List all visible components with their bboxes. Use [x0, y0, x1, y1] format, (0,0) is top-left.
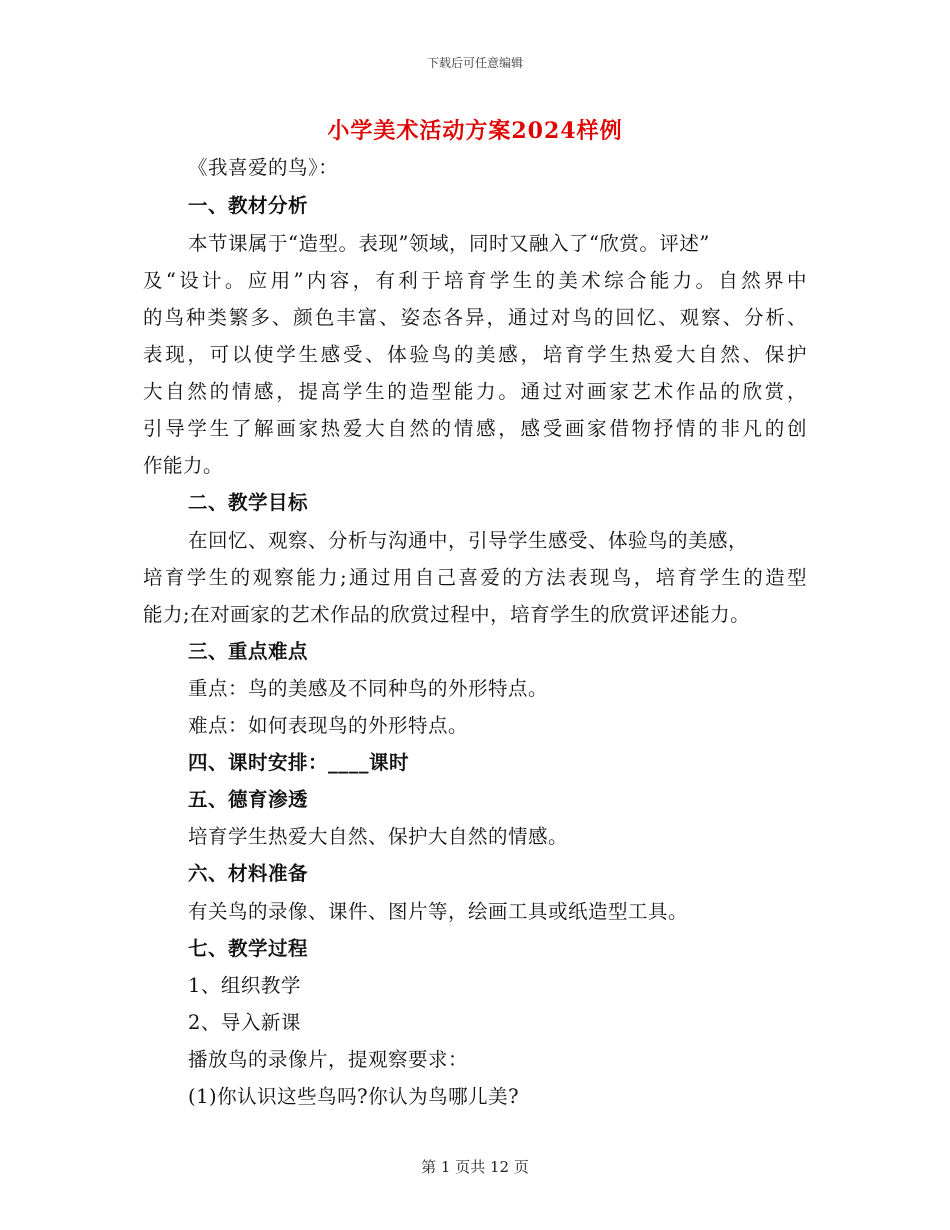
paragraph-line: 有关鸟的录像、课件、图片等，绘画工具或纸造型工具。 — [188, 900, 689, 923]
question-item: (1)你认识这些鸟吗?你认为鸟哪儿美? — [188, 1085, 520, 1108]
paragraph-line: 本节课属于“造型。表现”领域，同时又融入了“欣赏。评述” — [188, 232, 710, 255]
section-heading-4: 四、课时安排：____课时 — [188, 751, 410, 774]
paragraph-line: 及“设计。应用”内容，有利于培育学生的美术综合能力。自然界中 — [143, 269, 807, 292]
paragraph-line: 的鸟种类繁多、颜色丰富、姿态各异，通过对鸟的回忆、观察、分析、 — [143, 306, 807, 329]
paragraph-line: 表现，可以使学生感受、体验鸟的美感，培育学生热爱大自然、保护 — [143, 343, 807, 366]
paragraph-line: 培育学生的观察能力;通过用自己喜爱的方法表现鸟，培育学生的造型 — [143, 566, 807, 589]
document-title: 小学美术活动方案2024样例 — [327, 118, 623, 144]
page-header-note: 下载后可任意编辑 — [426, 56, 523, 70]
paragraph-line: 培育学生热爱大自然、保护大自然的情感。 — [188, 825, 569, 848]
section-heading-2: 二、教学目标 — [188, 491, 309, 514]
paragraph-line: 播放鸟的录像片，提观察要求： — [188, 1048, 469, 1071]
page-number: 第 1 页共 12 页 — [421, 1158, 529, 1176]
paragraph-line: 在回忆、观察、分析与沟通中，引导学生感受、体验鸟的美感， — [188, 529, 749, 552]
lesson-name: 《我喜爱的鸟》： — [188, 156, 339, 179]
section-heading-1: 一、教材分析 — [188, 194, 309, 217]
section-heading-6: 六、材料准备 — [188, 862, 309, 885]
difficult-point: 难点：如何表现鸟的外形特点。 — [188, 714, 469, 737]
step-item: 1、组织教学 — [188, 974, 301, 997]
section-heading-3: 三、重点难点 — [188, 640, 309, 663]
paragraph-line: 作能力。 — [143, 454, 224, 477]
section-heading-7: 七、教学过程 — [188, 937, 309, 960]
step-item: 2、导入新课 — [188, 1011, 301, 1034]
key-point: 重点：鸟的美感及不同种鸟的外形特点。 — [188, 677, 549, 700]
paragraph-line: 能力;在对画家的艺术作品的欣赏过程中，培育学生的欣赏评述能力。 — [143, 603, 751, 626]
paragraph-line: 大自然的情感，提高学生的造型能力。通过对画家艺术作品的欣赏， — [143, 380, 807, 403]
paragraph-line: 引导学生了解画家热爱大自然的情感，感受画家借物抒情的非凡的创 — [143, 417, 807, 440]
section-heading-5: 五、德育渗透 — [188, 788, 309, 811]
